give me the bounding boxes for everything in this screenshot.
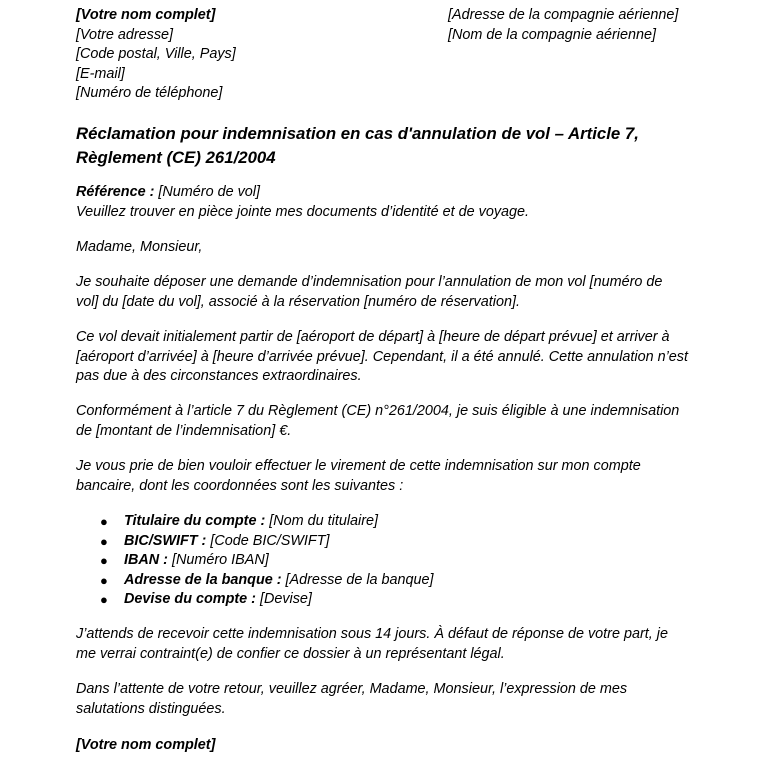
paragraph-line: pas due à des circonstances extraordinaires. — [76, 368, 362, 384]
bank-details-list — [76, 512, 434, 610]
paragraph-line: Je vous prie de bien vouloir effectuer le virement de cette indemnisation sur mon compte — [76, 458, 641, 474]
sender-name: [Votre nom complet] — [76, 7, 216, 23]
recipient-company: [Nom de la compagnie aérienne] — [448, 26, 656, 43]
reference-value: [Numéro de vol] — [154, 184, 260, 200]
bank-item-label: IBAN : — [124, 552, 168, 569]
signature-block — [76, 736, 706, 756]
paragraph-line: Dans l’attente de votre retour, veuillez agréer, Madame, Monsieur, l’expression de mes — [76, 681, 628, 697]
greeting-text: Madame, Monsieur, — [76, 239, 203, 255]
recipient-address: [Adresse de la compagnie aérienne] — [448, 7, 679, 23]
sender-city: [Code postal, Ville, Pays] — [76, 46, 236, 62]
bank-item-value: [Code BIC/SWIFT] — [206, 532, 330, 549]
paragraph-line: Ce vol devait initialement partir de [aéroport de départ] à [heure de départ prévue] et arriver à — [76, 329, 670, 345]
paragraph-line: Conformément à l’article 7 du Règlement (CE) n°261/2004, je suis éligible à une indemnisation — [76, 403, 680, 419]
sender-email: [E-mail] — [76, 65, 125, 82]
bullet-icon: ● — [100, 533, 108, 549]
reference-label: Référence : — [76, 184, 155, 200]
paragraph-deadline — [76, 625, 706, 664]
paragraph-closing — [76, 680, 706, 719]
list-item — [76, 532, 434, 552]
letter-header — [76, 6, 716, 106]
greeting — [76, 238, 706, 258]
title-line: Réclamation pour indemnisation en cas d'annulation de vol – Article 7, — [76, 124, 639, 143]
bank-item-value: [Numéro IBAN] — [167, 552, 269, 569]
reference-block — [76, 183, 706, 222]
attachment-note: Veuillez trouver en pièce jointe mes documents d’identité et de voyage. — [76, 203, 530, 220]
bank-item-value: [Nom du titulaire] — [265, 513, 379, 529]
paragraph-line: bancaire, dont les coordonnées sont les suivantes : — [76, 477, 404, 494]
bank-item-label: Adresse de la banque : — [124, 571, 282, 588]
sender-phone: [Numéro de téléphone] — [76, 85, 223, 101]
paragraph-line: [aéroport d’arrivée] à [heure d’arrivée prévue]. Cependant, il a été annulé. Cette annulation n’est — [76, 348, 688, 365]
paragraph-line: me verrai contraint(e) de confier ce dossier à un représentant légal. — [76, 645, 505, 662]
list-item — [76, 571, 434, 591]
paragraph-line: salutations distinguées. — [76, 700, 226, 717]
recipient-block — [448, 6, 678, 45]
signature-name: [Votre nom complet] — [76, 737, 216, 753]
paragraph-eligibility — [76, 402, 706, 441]
sender-block — [76, 6, 236, 104]
bank-item-label: Titulaire du compte : — [124, 513, 266, 529]
paragraph-line: de [montant de l’indemnisation] €. — [76, 422, 292, 439]
paragraph-line: Je souhaite déposer une demande d’indemnisation pour l’annulation de mon vol [numéro de — [76, 274, 663, 290]
paragraph-line: J’attends de recevoir cette indemnisation sous 14 jours. À défaut de réponse de votre part, je — [76, 626, 668, 642]
bank-item-label: Devise du compte : — [124, 591, 256, 608]
list-item — [76, 551, 434, 571]
bank-item-value: [Adresse de la banque] — [281, 571, 434, 588]
bank-item-label: BIC/SWIFT : — [124, 532, 207, 549]
bank-item-value: [Devise] — [255, 591, 312, 608]
title-line: Règlement (CE) 261/2004 — [76, 147, 276, 167]
bullet-icon: ● — [100, 592, 108, 608]
bullet-icon: ● — [100, 553, 108, 569]
sender-address: [Votre adresse] — [76, 26, 174, 43]
paragraph-line: vol] du [date du vol], associé à la réservation [numéro de réservation]. — [76, 293, 520, 310]
list-item — [76, 512, 434, 532]
paragraph-transfer-request — [76, 457, 706, 496]
bullet-icon: ● — [100, 572, 108, 588]
bullet-icon: ● — [100, 514, 108, 529]
list-item — [76, 590, 434, 610]
paragraph-flight-details — [76, 328, 706, 387]
paragraph-request — [76, 273, 706, 312]
letter-title — [76, 122, 706, 169]
